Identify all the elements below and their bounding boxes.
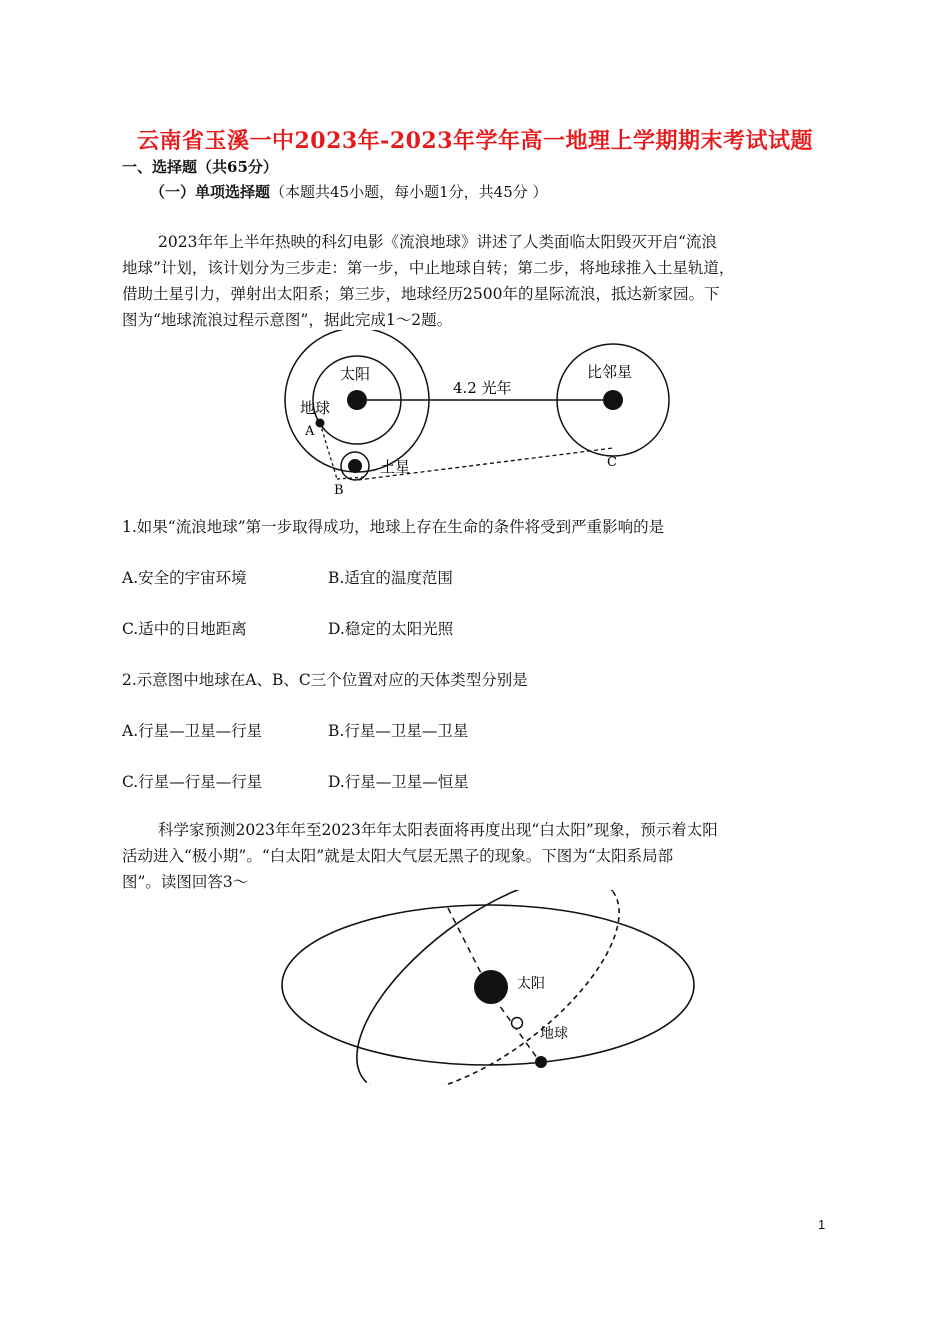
q1-option-c: C.适中的日地距离 xyxy=(122,620,247,638)
wandering-earth-diagram xyxy=(270,330,690,500)
page-title: 云南省玉溪一中2023年-2023年学年高一地理上学期期末考试试题 xyxy=(136,128,814,154)
q1-stem: 1.如果“流浪地球”第一步取得成功，地球上存在生命的条件将受到严重影响的是 xyxy=(122,518,665,536)
label-distance: 4.2 光年 xyxy=(453,379,512,397)
q1-option-b: B.适宜的温度范围 xyxy=(328,569,453,587)
label-b: B xyxy=(334,483,344,498)
sun-circle xyxy=(474,970,508,1004)
passage2-line-1: 科学家预测2023年年至2023年年太阳表面将再度出现“白太阳”现象，预示着太阳 xyxy=(158,821,718,839)
label-earth: 地球 xyxy=(300,399,331,417)
passage1-line-4: 图为“地球流浪过程示意图”，据此完成1～2题。 xyxy=(122,311,453,329)
page-number: 1 xyxy=(818,1217,826,1232)
label-c: C xyxy=(607,455,617,470)
fig2-label-sun: 太阳 xyxy=(517,976,545,992)
fig2-label-earth: 地球 xyxy=(540,1026,568,1042)
inclined-orbit-front xyxy=(322,890,612,1079)
passage2-line-2: 活动进入“极小期”。“白太阳”就是太阳大气层无黑子的现象。下图为“太阳系局部 xyxy=(122,847,674,865)
q2-option-b: B.行星—卫星—卫星 xyxy=(328,722,469,740)
q2-stem: 2.示意图中地球在A、B、C三个位置对应的天体类型分别是 xyxy=(122,671,528,689)
passage1-line-3: 借助土星引力，弹射出太阳系；第三步，地球经历2500年的星际流浪，抵达新家园。下 xyxy=(122,285,720,303)
path-a-b xyxy=(320,423,337,479)
passage1-line-2: 地球”计划，该计划分为三步走：第一步，中止地球自转；第二步，将地球推入土星轨道， xyxy=(122,259,735,277)
solar-system-diagram xyxy=(270,890,710,1085)
axis-line-lower xyxy=(494,998,540,1062)
planet-dot xyxy=(535,1056,547,1068)
label-proxima: 比邻星 xyxy=(587,363,633,381)
q1-option-d: D.稳定的太阳光照 xyxy=(328,620,454,638)
subsection-bold: （一）单项选择题 xyxy=(150,183,271,201)
q2-option-d: D.行星—卫星—恒星 xyxy=(328,773,469,791)
label-a: A xyxy=(305,424,315,439)
proxima-dot xyxy=(603,390,623,410)
subsection-heading xyxy=(150,181,548,202)
saturn-dot xyxy=(348,459,362,473)
passage2-line-3: 图”。读图回答3～ xyxy=(122,873,249,891)
earth-circle xyxy=(512,1018,523,1029)
q2-option-a: A.行星—卫星—行星 xyxy=(122,722,263,740)
label-saturn: 土星 xyxy=(380,458,411,476)
q1-option-a: A.安全的宇宙环境 xyxy=(122,569,247,587)
subsection-rest: （本题共45小题，每小题1分，共45分 ） xyxy=(270,183,548,201)
section-heading: 一、选择题（共65分） xyxy=(122,158,278,176)
passage1-line-1: 2023年年上半年热映的科幻电影《流浪地球》讲述了人类面临太阳毁灭开启“流浪 xyxy=(158,233,717,251)
label-sun: 太阳 xyxy=(340,365,371,383)
q2-option-c: C.行星—行星—行星 xyxy=(122,773,263,791)
axis-line-upper xyxy=(448,908,486,983)
